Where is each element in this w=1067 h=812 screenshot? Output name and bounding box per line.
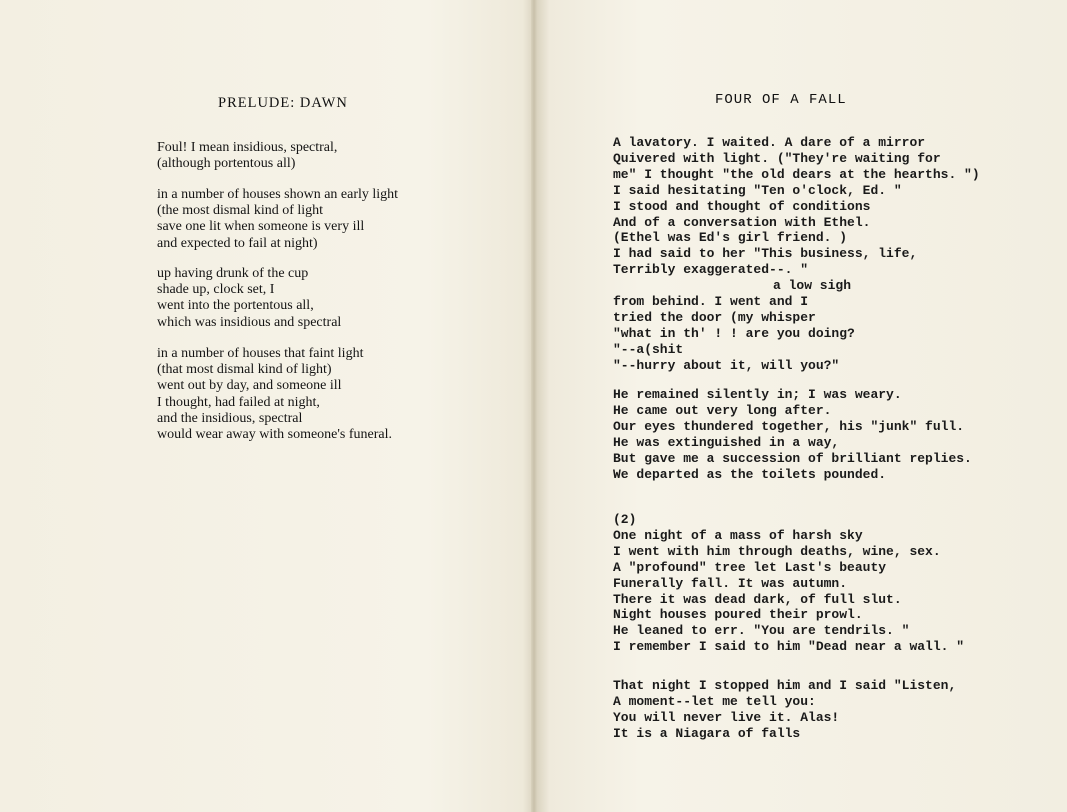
- poem-line: There it was dead dark, of full slut.: [613, 591, 902, 607]
- poem-line: Funerally fall. It was autumn.: [613, 575, 848, 591]
- left-stanza-2: [157, 187, 398, 252]
- poem-line: from behind. I went and I: [613, 294, 809, 310]
- poem-line: (Ethel was Ed's girl friend. ): [613, 230, 848, 246]
- poem-line: which was insidious and spectral: [157, 314, 342, 330]
- poem-line: and the insidious, spectral: [157, 410, 303, 426]
- poem-line: One night of a mass of harsh sky: [613, 527, 863, 543]
- poem-line: And of a conversation with Ethel.: [613, 214, 871, 230]
- right-stanza-3: [613, 512, 964, 655]
- poem-line: That night I stopped him and I said "Listen,: [613, 678, 957, 693]
- poem-line: A lavatory. I waited. A dare of a mirror: [613, 135, 926, 150]
- right-page-title: FOUR OF A FALL: [715, 92, 847, 108]
- poem-line: I stood and thought of conditions: [613, 198, 871, 214]
- poem-line: went out by day, and someone ill: [157, 378, 342, 394]
- right-stanza-4: [613, 678, 956, 742]
- poem-line: A moment--let me tell you:: [613, 693, 816, 709]
- section-number: (2): [613, 512, 637, 527]
- left-stanza-3: [157, 266, 341, 331]
- poem-line: went into the portentous all,: [157, 298, 314, 314]
- poem-line: "--a(shit: [613, 341, 684, 357]
- right-stanza-2: [613, 387, 972, 482]
- poem-line: me" I thought "the old dears at the hearths. "): [613, 166, 980, 182]
- poem-line: tried the door (my whisper: [613, 309, 816, 325]
- poem-line: A "profound" tree let Last's beauty: [613, 559, 887, 575]
- poem-line: (although portentous all): [157, 156, 296, 172]
- poem-line: Foul! I mean insidious, spectral,: [157, 140, 338, 155]
- left-page: [0, 0, 533, 812]
- poem-line: He was extinguished in a way,: [613, 434, 840, 450]
- poem-line: in a number of houses that faint light: [157, 346, 364, 361]
- poem-line: But gave me a succession of brilliant replies.: [613, 450, 972, 466]
- left-stanza-4: [157, 346, 392, 443]
- poem-line: and expected to fail at night): [157, 235, 318, 251]
- poem-line: shade up, clock set, I: [157, 282, 275, 298]
- poem-line: Terribly exaggerated--. ": [613, 262, 809, 278]
- poem-line: I thought, had failed at night,: [157, 394, 320, 410]
- poem-line: a low sigh: [773, 278, 852, 294]
- poem-line: I remember I said to him "Dead near a wall. ": [613, 639, 965, 655]
- poem-line: in a number of houses shown an early light: [157, 187, 399, 202]
- right-page: [537, 0, 1067, 812]
- left-stanza-1: [157, 140, 337, 172]
- poem-line: "what in th' ! ! are you doing?: [613, 325, 855, 341]
- poem-line: I had said to her "This business, life,: [613, 246, 918, 262]
- poem-line: I went with him through deaths, wine, sex.: [613, 543, 941, 559]
- poem-line: (the most dismal kind of light: [157, 203, 324, 219]
- poem-line: Night houses poured their prowl.: [613, 607, 863, 623]
- poem-line: It is a Niagara of falls: [613, 725, 801, 741]
- poem-line: up having drunk of the cup: [157, 266, 309, 281]
- poem-line: Quivered with light. ("They're waiting for: [613, 150, 941, 166]
- left-page-title: PRELUDE: DAWN: [218, 95, 348, 111]
- poem-line: He remained silently in; I was weary.: [613, 387, 902, 402]
- poem-line: save one lit when someone is very ill: [157, 219, 365, 235]
- poem-line: He came out very long after.: [613, 402, 832, 418]
- poem-line: We departed as the toilets pounded.: [613, 466, 887, 482]
- poem-line: He leaned to err. "You are tendrils. ": [613, 623, 910, 639]
- poem-line: would wear away with someone's funeral.: [157, 427, 393, 443]
- right-stanza-1: [613, 135, 980, 374]
- poem-line: (that most dismal kind of light): [157, 362, 332, 378]
- poem-line: Our eyes thundered together, his "junk" full.: [613, 418, 965, 434]
- poem-line: I said hesitating "Ten o'clock, Ed. ": [613, 182, 902, 198]
- poem-line: You will never live it. Alas!: [613, 709, 840, 725]
- poem-line: "--hurry about it, will you?": [613, 357, 840, 373]
